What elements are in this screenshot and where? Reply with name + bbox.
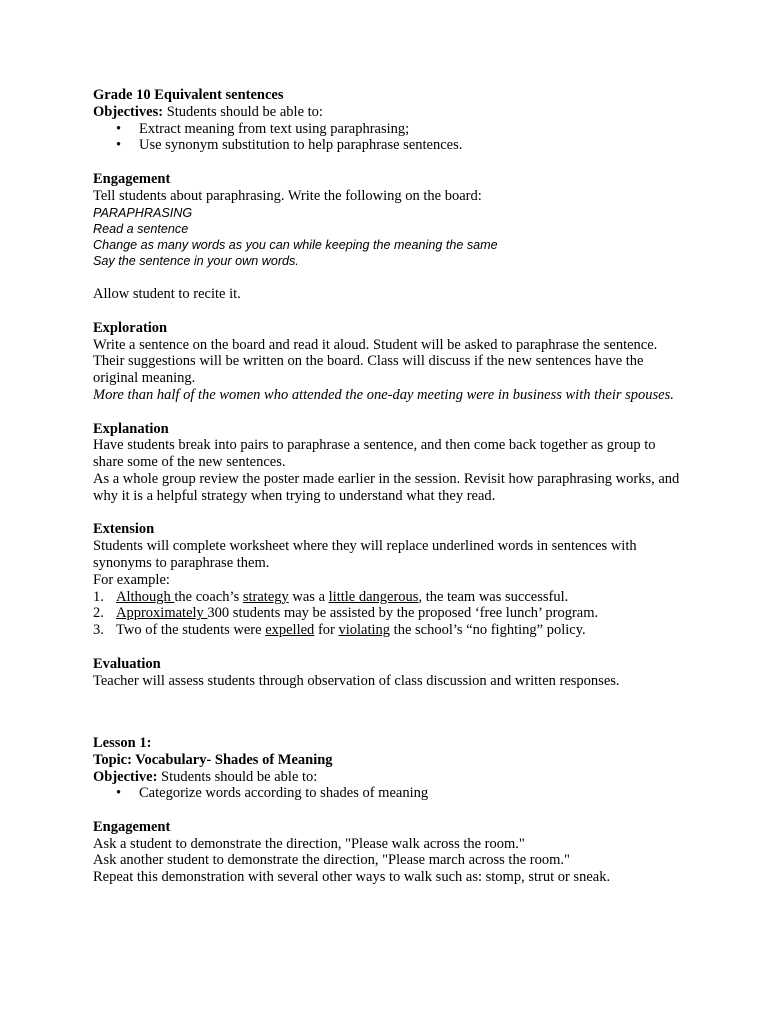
list-item (93, 137, 683, 154)
lesson-objective-line (93, 769, 683, 786)
list-item (93, 589, 683, 606)
bullet-icon: • (116, 785, 122, 802)
sentence-text: the coach’s (174, 588, 243, 605)
evaluation-heading: Evaluation (93, 655, 161, 672)
board-line: Change as many words as you can while keeping the meaning the same (93, 237, 498, 252)
sentence-text: for (314, 622, 339, 639)
lesson-objective-label: Objective: (93, 768, 158, 785)
sentence-text: Two of the students were (116, 622, 266, 639)
objectives-line (93, 104, 683, 121)
objective-text: Categorize words according to shades of meaning (139, 785, 429, 802)
lesson-engagement-line: Repeat this demonstration with several other ways to walk such as: stomp, strut or sneak. (93, 869, 611, 886)
board-line: Say the sentence in your own words. (93, 254, 299, 269)
objective-text: Use synonym substitution to help paraphrase sentences. (139, 137, 463, 154)
item-number: 1. (93, 588, 104, 605)
sentence-text: the school’s “no fighting” policy. (390, 622, 586, 639)
engagement-text: Tell students about paraphrasing. Write the following on the board: (93, 187, 482, 204)
underlined-word: little dangerous (328, 588, 419, 605)
objectives-intro: Students should be able to: (163, 103, 323, 120)
bullet-icon: • (116, 137, 122, 154)
objectives-label: Objectives: (93, 103, 164, 120)
exploration-text: Write a sentence on the board and read it aloud. Student will be asked to paraphrase the sentence. Their suggestions will be written on the board. Class will discuss if the new sentences have the original meaning. (93, 336, 658, 387)
lesson-topic: Topic: Vocabulary- Shades of Meaning (93, 751, 333, 768)
list-item (93, 121, 683, 138)
underlined-word: violating (338, 622, 391, 639)
item-number: 3. (93, 622, 104, 639)
underlined-word: expelled (265, 622, 315, 639)
engagement-heading: Engagement (93, 170, 171, 187)
lesson-engagement-heading: Engagement (93, 818, 171, 835)
example-sentence (116, 622, 586, 638)
example-sentence (116, 605, 598, 621)
evaluation-text: Teacher will assess students through observation of class discussion and written responses. (93, 672, 620, 689)
sentence-text: , the team was successful. (418, 588, 569, 605)
objective-text: Extract meaning from text using paraphrasing; (139, 120, 410, 137)
example-sentence (116, 589, 568, 605)
explanation-paragraph-2: As a whole group review the poster made earlier in the session. Revisit how paraphrasing works, and why it is a helpful strategy when trying to understand what they read. (93, 470, 680, 504)
sentence-text: was a (288, 588, 329, 605)
extension-text: Students will complete worksheet where they will replace underlined words in sentences with synonyms to paraphrase them. (93, 538, 637, 571)
lesson-objectives-list (93, 785, 683, 802)
explanation-paragraph-1: Have students break into pairs to paraphrase a sentence, and then come back together as group to share some of the new sentences. (93, 437, 656, 471)
underlined-word: strategy (242, 588, 289, 605)
board-line: Read a sentence (93, 221, 189, 236)
lesson-objective-intro: Students should be able to: (157, 768, 318, 785)
document-title: Grade 10 Equivalent sentences (93, 87, 284, 103)
list-item (93, 785, 683, 802)
list-item (93, 605, 683, 622)
item-number: 2. (93, 605, 104, 622)
document-page (93, 87, 683, 886)
lesson-label: Lesson 1: (93, 734, 152, 751)
lesson-engagement-line: Ask another student to demonstrate the direction, "Please march across the room." (93, 852, 570, 869)
bullet-icon: • (116, 120, 122, 137)
list-item (93, 622, 683, 639)
engagement-after: Allow student to recite it. (93, 286, 241, 303)
explanation-heading: Explanation (93, 420, 169, 437)
extension-heading: Extension (93, 521, 155, 538)
objectives-list (93, 121, 683, 155)
board-line: PARAPHRASING (93, 205, 193, 220)
exploration-heading: Exploration (93, 319, 168, 336)
for-example-label: For example: (93, 571, 170, 588)
sentence-text: 300 students may be assisted by the proposed ‘free lunch’ program. (207, 605, 599, 622)
example-list (93, 589, 683, 639)
underlined-word: Approximately (116, 605, 208, 622)
underlined-word: Although (116, 588, 175, 605)
lesson-engagement-line: Ask a student to demonstrate the direction, "Please walk across the room." (93, 835, 525, 852)
exploration-example: More than half of the women who attended the one-day meeting were in business with their spouses. (93, 386, 674, 403)
